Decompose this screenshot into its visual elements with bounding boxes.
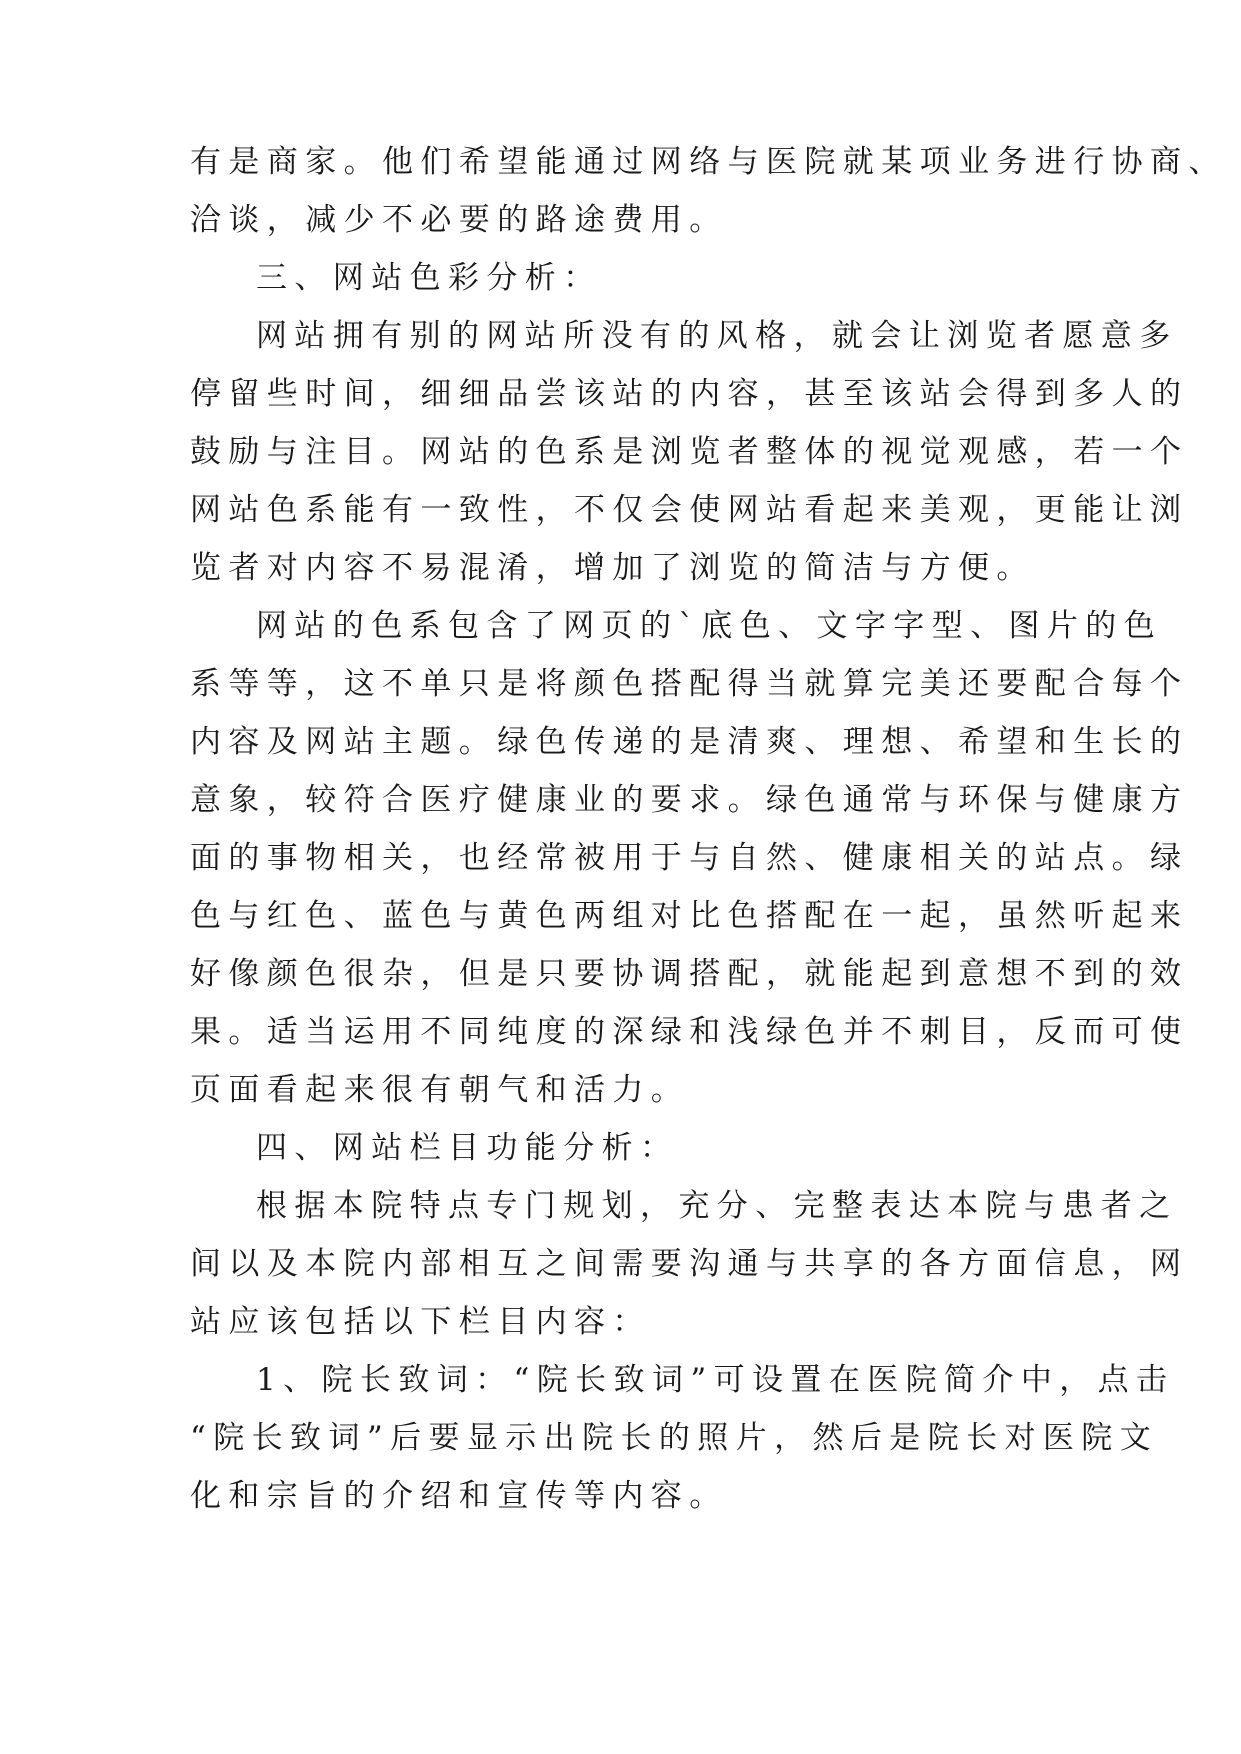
text-line: 站应该包括以下栏目内容： [190, 1304, 651, 1340]
text-line: 鼓励与注目。网站的色系是浏览者整体的视觉观感，若一个 [190, 434, 1189, 470]
text-line: 网站色系能有一致性，不仅会使网站看起来美观，更能让浏 [190, 492, 1189, 528]
text-line: 面的事物相关，也经常被用于与自然、健康相关的站点。绿 [190, 840, 1189, 876]
text-line: 有是商家。他们希望能通过网络与医院就某项业务进行协商、 [190, 144, 1227, 180]
text-line: 停留些时间，细细品尝该站的内容，甚至该站会得到多人的 [190, 376, 1189, 412]
text-line: 洽谈，减少不必要的路途费用。 [190, 202, 728, 238]
section-heading: 四、网站栏目功能分析： [256, 1130, 679, 1166]
text-line: 间以及本院内部相互之间需要沟通与共享的各方面信息，网 [190, 1246, 1189, 1282]
text-line: 意象，较符合医疗健康业的要求。绿色通常与环保与健康方 [190, 782, 1189, 818]
text-line: 色与红色、蓝色与黄色两组对比色搭配在一起，虽然听起来 [190, 898, 1189, 934]
text-line: 果。适当运用不同纯度的深绿和浅绿色并不刺目，反而可使 [190, 1014, 1189, 1050]
text-line: “院长致词”后要显示出院长的照片，然后是院长对医院文 [190, 1420, 1159, 1456]
text-line: 1、院长致词：“院长致词”可设置在医院简介中，点击 [256, 1362, 1175, 1398]
text-line: 好像颜色很杂，但是只要协调搭配，就能起到意想不到的效 [190, 956, 1189, 992]
text-line: 览者对内容不易混淆，增加了浏览的简洁与方便。 [190, 550, 1035, 586]
text-line: 内容及网站主题。绿色传递的是清爽、理想、希望和生长的 [190, 724, 1189, 760]
text-line: 页面看起来很有朝气和活力。 [190, 1072, 690, 1108]
section-heading: 三、网站色彩分析： [256, 260, 602, 296]
text-line: 系等等，这不单只是将颜色搭配得当就算完美还要配合每个 [190, 666, 1189, 702]
text-line: 网站拥有别的网站所没有的风格，就会让浏览者愿意多 [256, 318, 1178, 354]
text-line: 网站的色系包含了网页的`底色、文字字型、图片的色 [256, 608, 1163, 644]
text-line: 根据本院特点专门规划，充分、完整表达本院与患者之 [256, 1188, 1178, 1224]
text-line: 化和宗旨的介绍和宣传等内容。 [190, 1478, 728, 1514]
